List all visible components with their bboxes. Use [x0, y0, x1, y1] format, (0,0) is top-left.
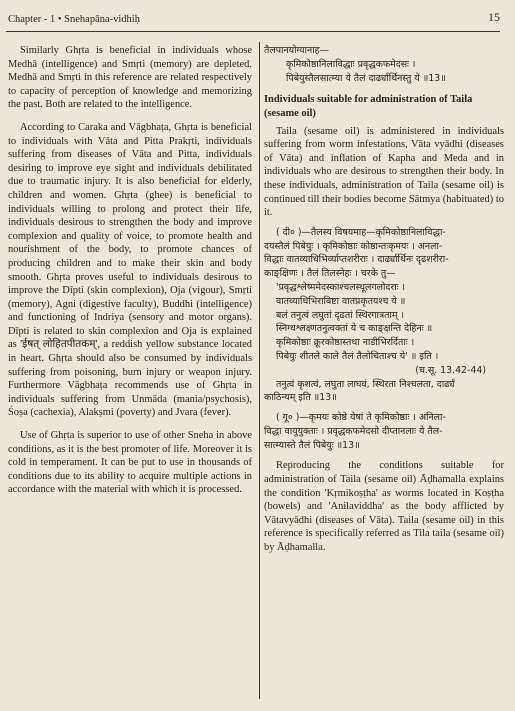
paragraph-adhamalla: Reproducing the conditions suitable for administration of Taila (sesame oil) Āḍhamalla explains the condition 'Kṛmikoṣṭha' as worms located in Koṣṭha (bowels) and 'Anilaviddha' as the body afflicted by Vātavyādhi (diseases of Vāta). Taila (sesame oil) in this reference is specifically referred as Tila taila (sesame oil) by Āḍhamalla. — [264, 460, 504, 554]
page-header — [0, 0, 515, 40]
paragraph-caraka-vagbhata: According to Caraka and Vāgbhaṭa, Ghṛta is beneficial to individuals with Vāta and Pitta Prakṛti, individuals suffering from diseases of Vāta and Pitta, individuals desiring to improve eye sight and individuals debilitated due to traumatic injury. It is also beneficial for elderly, children and women. Ghṛta (ghee) is beneficial to individuals willing to prolong and protect their life, individuals desirous to strengthen the body and improve complexion and quality of voice, to promote health and nourishment of the body, to promote chances of producing children and to make their skin and body smooth. Ghṛta proves useful to individuals desirous to improve the Dīpti (skin complexion), Oja (vigour), Smṛti (memory), Agni (digestive faculty), Buddhi (intelligence) and functioning of Indriya (sensory and motor organs). Dīpti is related to skin complexion and Oja is explained as 'ईषत् लोहितपीतकम्', a reddish yellow substance located in heart. Ghṛta should also be consumed by individuals suffering from poisoning, burn injury or weapon injury. Furthermore Vāgbhaṭa recommends use of Ghṛta in individuals suffering from Unmāda (mania/psychosis), Śoṣa (cachexia), Alakṣmi (poverty) and Jvara (fever). — [8, 121, 252, 419]
quote-line: वातव्याधिभिराविष्टा वातप्रकृतयश्च ये ॥ — [276, 295, 406, 307]
left-column — [8, 44, 252, 497]
paragraph-medha-smriti: Similarly Ghṛta is beneficial in individuals whose Medhā (intelligence) and Smṛti (memory) are depleted. Medhā and Smṛti in this reference are related respectively to capacity of perception of knowledge and memorizing the past. Both are related to the intelligence. — [8, 45, 252, 111]
page-number: 15 — [488, 10, 500, 24]
commentary-line: ( गू० )—कृमयः कोष्ठे येषां ते कृमिकोष्ठाः । अनिला- — [276, 412, 446, 424]
quote-line: 'प्रवृद्धश्लेष्ममेदस्काश्चलस्थूलगलोदराः । — [276, 281, 406, 293]
verse-intro: तैलपानयोग्यानाह— — [264, 45, 330, 56]
commentary-line: काठिन्यम् इति ॥13॥ — [264, 392, 337, 404]
running-title: Chapter - 1 • Snehapāna-vidhiḥ — [8, 14, 140, 25]
commentary-line: तनुत्वं कृशत्वं, लघुता लाघवं, स्थिरता निश्चलता, दार्ढ्यं — [276, 378, 455, 390]
quote-reference: (च.सू. 13.42-44) — [415, 364, 486, 376]
commentary-line: ( दी० )—तैलस्य विषयमाह—कृमिकोष्ठानिलाविद्धा- — [276, 226, 446, 238]
commentary-gudhartha — [264, 411, 504, 452]
section-heading: Individuals suitable for administration of Taila (sesame oil) — [264, 94, 473, 119]
right-column — [264, 44, 504, 555]
verse-line: कृमिकोष्ठानिलाविद्धाः प्रवृद्धकफमेदसः । — [286, 58, 416, 70]
column-divider — [259, 42, 260, 699]
quote-line: बलं तनुत्वं लघुतां दृढतां स्थिरगात्रताम् । — [276, 309, 405, 321]
charaka-quote — [264, 281, 504, 378]
paragraph-ghrta-superior: Use of Ghṛta is superior to use of other Sneha in above conditions, as it is the best promoter of life. Moreover it is cold in temperament. It can be put to use in thousands of conditions due to its ability to acquire multiple actions in accordance with the material with which it is processed. — [8, 430, 252, 496]
verse-line: पिबेयुस्तैलसात्म्या ये तैलं दार्ढ्यार्थिनस्तु ये ॥13॥ — [286, 72, 446, 84]
commentary-dipika — [264, 226, 504, 281]
quote-line: स्निग्धश्लक्ष्णतनुत्वक्तां ये च काङ्क्षन्ति देहिनः ॥ — [276, 323, 433, 335]
paragraph-taila-admin: Taila (sesame oil) is administered in individuals suffering from worm infestations, Vāta vyādhi (diseases of Vāta) and inflation of Kapha and Meda and in individuals who are desirous to strengthen their body. In these individuals, administration of Taila (sesame oil) is continued till their bodies become Sātmya (habituated) to it. — [264, 125, 504, 219]
quote-line: कृमिकोष्ठाः क्रूरकोष्ठास्तथा नाडीभिरर्दिताः । — [276, 337, 415, 349]
commentary-line: विद्धाः वातव्याधिभिर्व्याप्तशरीराः । दार्ढ्यार्थिनः दृढशरीरा- — [264, 254, 449, 266]
commentary-line: दयस्तैलं पिबेयुः । कृमिकोष्ठाः कोष्ठान्तःकृमयः । अनला- — [264, 240, 443, 252]
commentary-continued — [264, 378, 504, 406]
commentary-line: सात्म्यास्ते तैलं पिबेयुः ॥13॥ — [264, 439, 360, 451]
commentary-line: काङ्क्षिणः । तैलं तिलस्नेहः । चरके तु— — [264, 268, 396, 280]
commentary-line: विद्धा वायुयुक्ताः । प्रवृद्धकफमेदसो दीप्तानलाः ये तैल- — [264, 425, 443, 437]
header-rule — [6, 31, 500, 32]
quote-line: पिबेयुः शीतले काले तैलं तैलोचिताश्च ये' ॥ इति । — [276, 350, 439, 362]
